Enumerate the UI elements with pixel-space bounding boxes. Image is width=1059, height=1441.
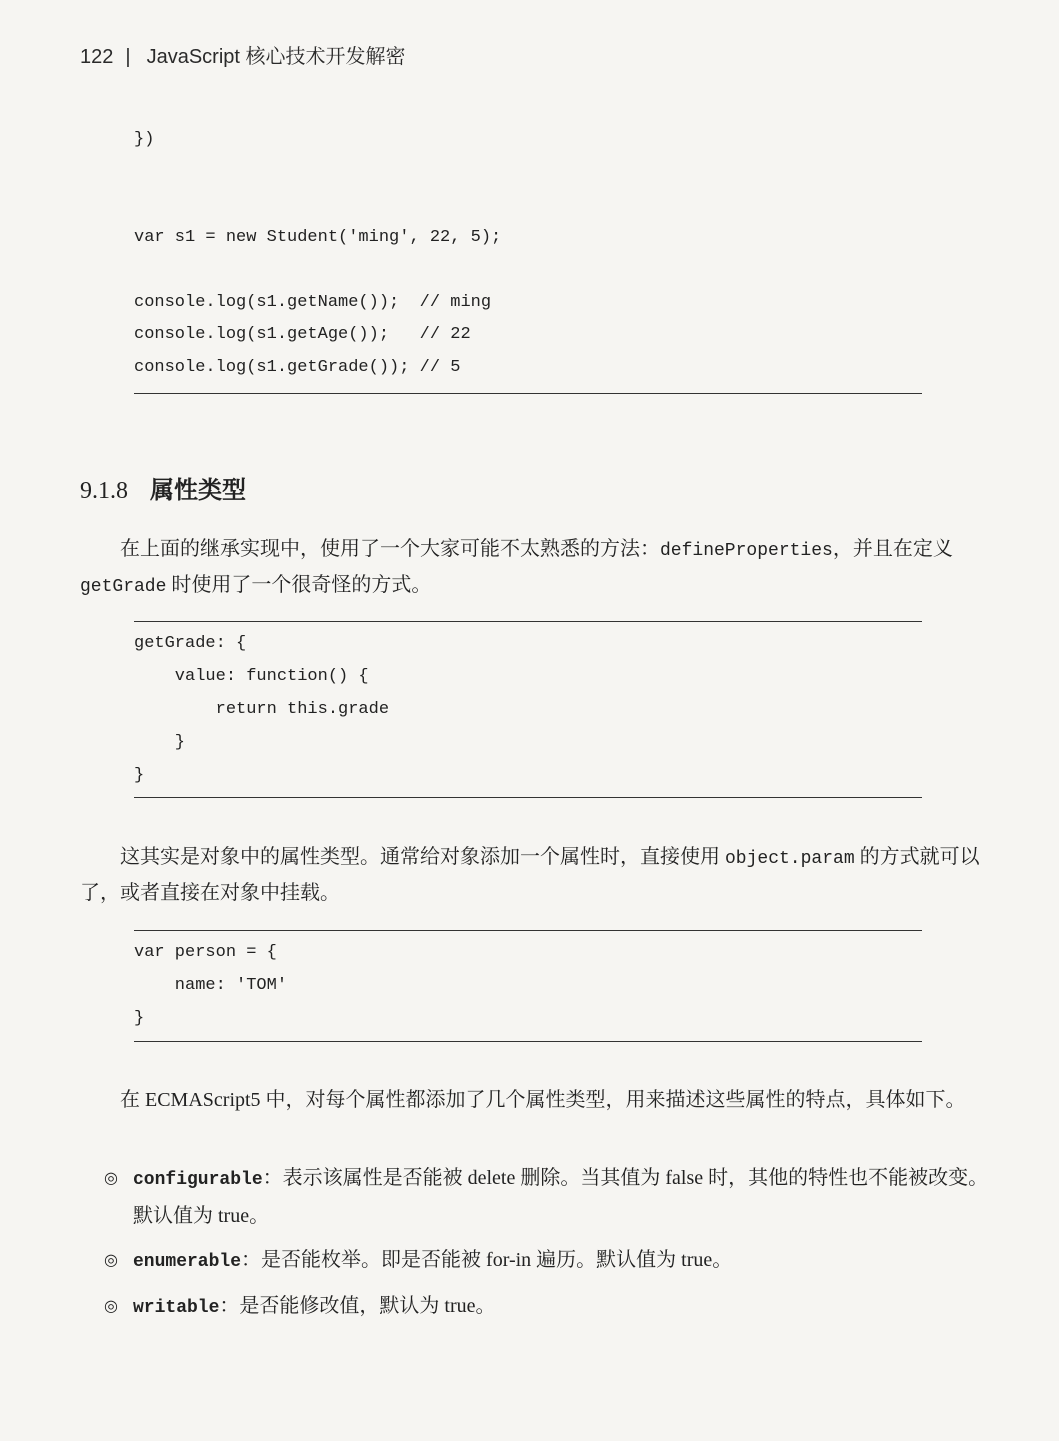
- code-block-bottom-rule: [134, 1041, 922, 1042]
- inline-code-defineProperties: defineProperties: [660, 541, 833, 561]
- list-item-writable: [104, 1288, 994, 1326]
- bullet-mark: ◎: [104, 1250, 118, 1269]
- paragraph-ecmascript5: 在 ECMAScript5 中，对每个属性都添加了几个属性类型，用来描述这些属性的特点，具体如下。: [120, 1089, 966, 1111]
- section-heading: [80, 470, 246, 505]
- para1-text-3: 时使用了一个很奇怪的方式。: [166, 574, 432, 596]
- paragraph-property-types: [80, 840, 990, 910]
- para1-text-1: 在上面的继承实现中，使用了一个大家可能不太熟悉的方法：: [120, 538, 660, 560]
- para1-text-2: ，并且在定义: [832, 538, 953, 560]
- book-title: JavaScript 核心技术开发解密: [146, 46, 406, 68]
- inline-code-getGrade: getGrade: [80, 577, 167, 597]
- property-attribute-list: [104, 1160, 994, 1334]
- desc-configurable: ：表示该属性是否能被 delete 删除。当其值为 false 时，其他的特性也不能被改变。默认值为 true。: [133, 1167, 989, 1227]
- section-number: 9.1.8: [80, 478, 128, 504]
- code-block-student-usage: }) var s1 = new Student('ming', 22, 5); console.log(s1.getName()); // ming console.log(s1.getAge()); // 22 console.log(s1.getGrade()); // 5: [134, 130, 502, 377]
- term-enumerable: enumerable: [133, 1252, 242, 1272]
- paragraph-define-properties: [80, 532, 990, 604]
- desc-enumerable: ：是否能枚举。即是否能被 for-in 遍历。默认值为 true。: [241, 1249, 733, 1271]
- list-item-enumerable: [104, 1242, 994, 1280]
- para2-text-1: 这其实是对象中的属性类型。通常给对象添加一个属性时，直接使用: [120, 846, 725, 868]
- code-block-bottom-rule: [134, 393, 922, 394]
- section-title: 属性类型: [150, 478, 246, 504]
- code-block-bottom-rule: [134, 797, 922, 798]
- inline-code-object-param: object.param: [725, 849, 855, 869]
- header-separator: |: [125, 46, 131, 68]
- desc-writable: ：是否能修改值，默认为 true。: [219, 1295, 496, 1317]
- list-item-configurable: [104, 1160, 994, 1234]
- bullet-mark: ◎: [104, 1168, 118, 1187]
- para2-text-2: 的方式就可以了，或者直接在对象中挂载。: [80, 846, 980, 904]
- bullet-mark: ◎: [104, 1296, 118, 1315]
- term-writable: writable: [133, 1298, 220, 1318]
- code-block-getgrade: getGrade: { value: function() { return this.grade } }: [134, 634, 390, 785]
- code-block-top-rule: [134, 930, 922, 931]
- page-header: [80, 40, 406, 69]
- code-block-top-rule: [134, 621, 922, 622]
- term-configurable: configurable: [133, 1170, 263, 1190]
- code-block-person: var person = { name: 'TOM' }: [134, 943, 288, 1028]
- page-number: 122: [80, 46, 114, 68]
